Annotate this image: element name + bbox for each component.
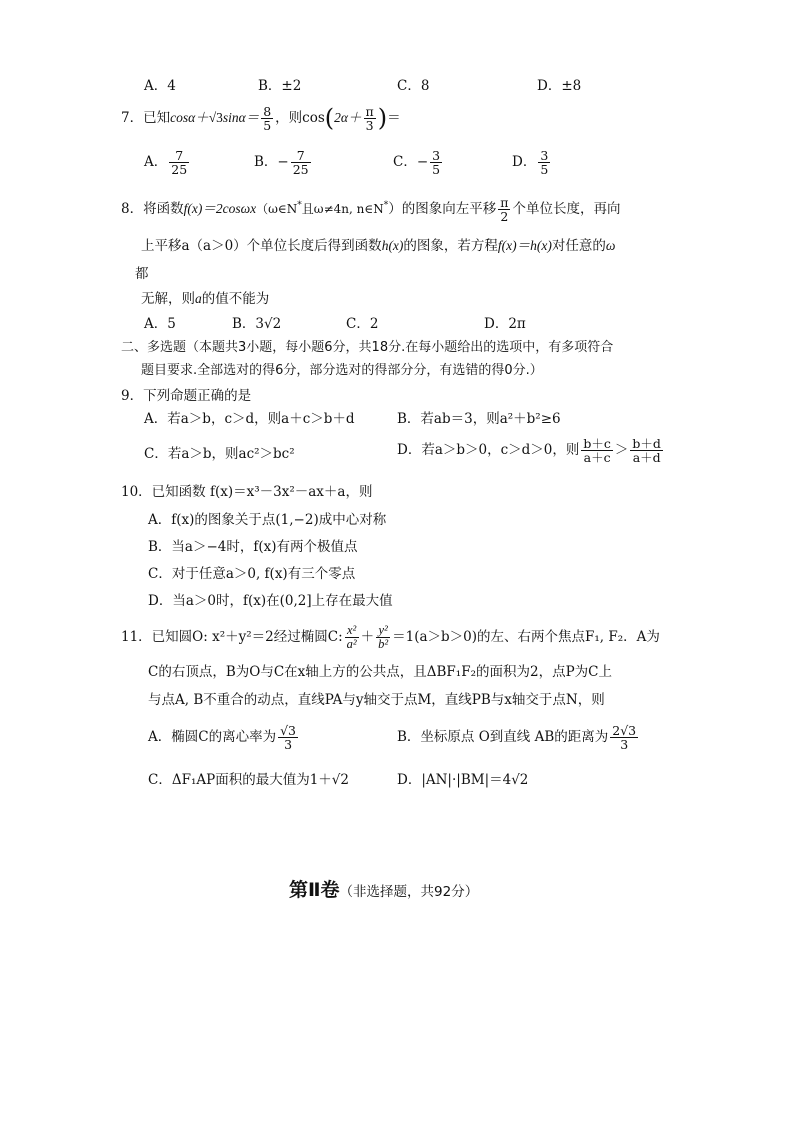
q7-ask: ，则cos (275, 109, 325, 126)
q7-prefix: 7．已知 (121, 109, 171, 126)
q7-ask-inner: 2α＋ (334, 109, 362, 125)
q10-stem: 10．已知函数 f(x)＝x³－3x²－ax＋a，则 (121, 484, 373, 500)
part-2-title: 第Ⅱ卷 (289, 879, 340, 901)
q9-option-a: A．若a＞b，c＞d，则a＋c＞b＋d (144, 411, 355, 427)
q10-option-b: B．当a＞−4时，f(x)有两个极值点 (148, 539, 358, 555)
q6-option-c: C．8 (397, 78, 430, 94)
q10-option-a: A．f(x)的图象关于点(1,−2)成中心对称 (148, 512, 387, 528)
section-2-line-2: 题目要求.全部选对的得6分，部分选对的得部分分，有选错的得0分.） (141, 363, 543, 378)
q11-option-b: B．坐标原点 O到直线 AB的距离为 $\frac{2√3}{3}$ (397, 723, 637, 753)
q8-option-a: A．5 (144, 316, 176, 332)
q11-line-3: 与点A, B不重合的动点，直线PA与y轴交于点M，直线PB与x轴交于点N，则 (148, 692, 605, 708)
q9-option-c: C．若a＞b，则ac²＞bc² (144, 446, 295, 462)
q8-option-d: D．2π (484, 316, 526, 332)
q11-option-c: C．ΔF₁AP面积的最大值为1＋√2 (148, 772, 349, 788)
section-2-line-1: 二、多选题（本题共3小题，每小题6分，共18分.在每小题给出的选项中，有多项符合 (121, 340, 614, 355)
q7-cond-mid: sinα＝ (222, 109, 260, 125)
q7-option-c: C．− $\frac{3}{5}$ (393, 148, 441, 178)
q7-tail: ＝ (387, 109, 401, 126)
q11-option-d: D．|AN|·|BM|＝4√2 (397, 772, 529, 788)
q9-option-b: B．若ab＝3，则a²＋b²≥6 (397, 411, 561, 427)
part-2-subtitle: （非选择题，共92分） (339, 884, 479, 900)
q9-stem: 9．下列命题正确的是 (121, 388, 252, 404)
q8-line-2: 上平移a（a＞0）个单位长度后得到函数h(x)的图象，若方程f(x)＝h(x)对任意的ω (141, 238, 616, 254)
q7-fraction: $\frac{8}{5}$ (263, 103, 272, 133)
q7-sqrt3: √3 (208, 109, 223, 125)
q11-line-1: 11．已知圆O: x²＋y²＝2经过椭圆C: $\frac{\text{x²}}{\text{a²}}$ ＋ $\frac{\text{y²}}{\text{b²}}$ ＝1(a＞b＞0)的左、右两个焦点F₁, F₂．A为 (121, 623, 660, 652)
q6-option-d: D．±8 (537, 78, 582, 94)
q7-option-b: B．− $\frac{7}{25}$ (254, 148, 309, 178)
q7-option-a: A． $\frac{7}{25}$ (144, 148, 188, 178)
q6-option-a: A．4 (144, 78, 176, 94)
q7-stem: 7．已知cosα＋√3sinα＝ $\frac{8}{5}$ ，则cos(2α＋ $\frac{\pi}{3}$ )＝ (121, 103, 401, 133)
q10-option-d: D．当a＞0时，f(x)在(0,2]上存在最大值 (148, 593, 393, 609)
q8-line-1: 8．将函数f(x)＝2cosωx（ω∈N*且ω≠4n, n∈N*）的图象向左平移 $\frac{\pi}{2}$ 个单位长度，再向 (121, 195, 621, 225)
q8-line-4: 无解，则a的值不能为 (141, 291, 270, 307)
q7-pi-fraction: $\frac{\pi}{3}$ (365, 103, 374, 133)
q10-option-c: C．对于任意a＞0, f(x)有三个零点 (148, 566, 356, 582)
q8-option-b: B．3√2 (232, 316, 282, 332)
q7-option-d: D． $\frac{3}{5}$ (512, 148, 549, 178)
q8-line-3: 都 (135, 266, 149, 282)
q11-line-2: C的右顶点，B为O与C在x轴上方的公共点，且ΔBF₁F₂的面积为2，点P为C上 (148, 664, 612, 680)
q6-option-b: B．±2 (258, 78, 302, 94)
q7-cond-left: cosα＋ (170, 109, 209, 125)
part-2-heading (289, 879, 478, 902)
q9-option-d: D．若a＞b＞0，c＞d＞0，则 $\frac{b+c}{a+c}$ ＞ $\frac{b+d}{a+d}$ (397, 436, 661, 466)
q11-option-a: A．椭圆C的离心率为 $\frac{√3}{3}$ (148, 723, 297, 753)
q8-option-c: C．2 (346, 316, 379, 332)
